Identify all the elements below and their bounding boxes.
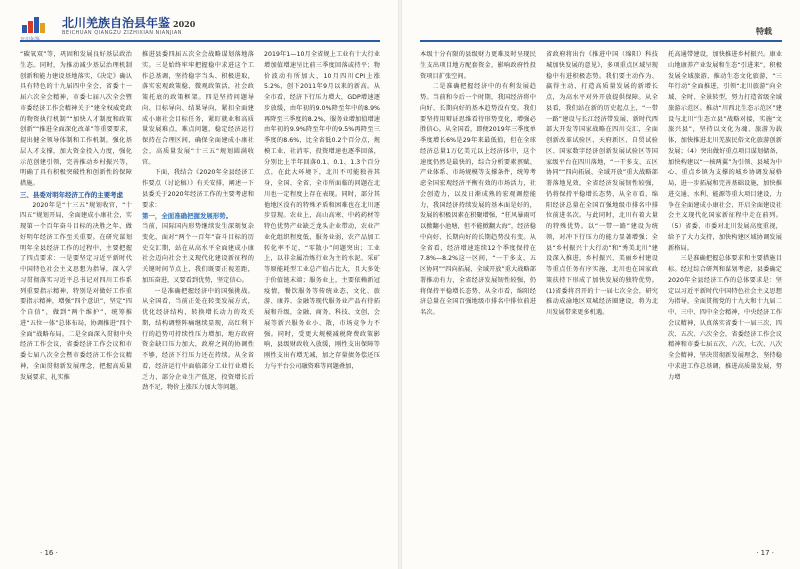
journal-year: 2020 xyxy=(173,19,196,29)
journal-title-text: 北川羌族自治县年鉴 xyxy=(62,16,171,30)
left-column-3 xyxy=(264,50,380,526)
left-page xyxy=(0,0,398,569)
right-column-2 xyxy=(546,50,658,526)
body-paragraph: 下面，我结合《2020年全县经济工作要点（讨论稿）》有关安排，阐述一下县委关于2020年经济工作的主要考虑和要求： xyxy=(142,169,254,209)
body-paragraph: 省政府将出台《推进中国（绵阳）科技城加快发展的意见》，多项重点区域呈现稳中有进积极态势。我们要主动作为、赢得主动，打造高质量发展的新增长点，为高水平对外开放提供保障。从全县看，我们站在新的历史起点上，“一带一路”建设与长江经济带发展、新时代西部大开发等国家战略在四川交汇，全面创新改革试验区、天府新区、自贸试验区、国家数字经济创新发展试验区等国家级平台在四川落地，“一干多支、五区协同”“四向拓展、全域开放”重大战略部署落地见效，全省经济发展韧性较强，仍将保持平稳增长态势，从全市看，绵阳经济总量在全国百强地级市排名中排位前进名次。与此同时，北川有着大量的特殊优势。以“一带一路”建设为统领，对冲下行压力的能力显著增强；全县“乡村振兴十大行动”和“秀美北川”建设深入推进，乡村振兴、美丽乡村建设等重点任务有序实施，北川也在国家政策扶持下形成了加快发展的独特优势。(1)省委将召开的十一届七次全会，研究推动成渝地区双城经济圈建设，将为北川发展带来更多机遇。 xyxy=(546,51,658,316)
header-rule xyxy=(20,40,380,42)
body-paragraph: 三是准确把握总体要求和主要措施目标。经过综合研判和谋划考虑，县委确定2020年全县经济工作的总体要求是：坚定以习近平新时代中国特色社会主义思想为指导，全面贯彻党的十九大和十九届二中、三中、四中全会精神，中央经济工作会议精神，认真落实省委十一届三次、四次、五次、六次全会，省委经济工作会议精神和市委七届五次、六次、七次、八次全会精神，坚决贯彻新发展理念，坚持稳中求进工作总基调，推进高质量发展，努力增 xyxy=(668,255,782,381)
body-paragraph: 一是准确把握经济中的国强挑战。从全国看，当前正处在转变发展方式，优化经济结构，转换增长动力的攻关期，结构调整阵痛继续显现，高红利下行的趋势可持续性压力增加，地方政府资金缺口压力加大，政府之间的协调性不够，经济下行压力还在持续。从全省看，经济运行中面临部分工业行业增长乏力，部分企业生产低迷，投资增长后劲不足，物价上涨压力加大等问题。 xyxy=(142,287,254,392)
right-page xyxy=(402,0,800,569)
yearbook-logo xyxy=(20,12,54,34)
left-column-2 xyxy=(142,50,254,526)
body-paragraph: 托高通带建设，加快推进乡村振兴。康业山地康养产业发展和生态“引进来”，积极发展全域旅游，推动生态文化旅游，“三年行动”全面推进，引领“北川旅游”向全域、全时、全景转型，努力打造省级全域旅游示范区。推动“川西北生态示范区”建设与北川“生态立县”战略对接，实施“文旅兴县”，坚持以文化为魂、旅游为载体，加快推进北川羌族民俗文化旅游创新发展；（4）突出做好重点项目谋划储备，加快构建以“一核两翼”为引领、县城为中心、重点乡镇为支撑的城乡协调发展格局，进一步拓展和完善基础设施，加快推进交通、水利、能源等重大项目建设，力争在全面建成小康社会、开启全面建设社会主义现代化国家新征程中走在前列。（5）省委、市委对北川发展高度重视，给予了大力支持，加快构建区域协调发展新格局。 xyxy=(668,51,782,252)
body-paragraph: 二是准确把握经济中的有利发展趋势。当前和今后一个时期，我国经济将中向好、长期向好的基本趋势没有变。我们要坚持用辩证思维看待形势变化，增强必胜信心。从全国看，即便2019年三季度单季度增长6%是29年来最低值，但在全球经济总量1万亿美元以上经济体中，这个速度仍然是最快的，综合分析要素禀赋、产业体系、市场规模等支撑条件，统筹考虑全国宏观经济平衡有效的市场活力，社会创造力，以及日渐成熟的宏观调控能力，我国经济持续发展的基本面是好的，发展的积极因素在积聚增强，“狂风暴雨可以掀翻小池塘，但不能掀翻大海”，经济稳中向好、长期向好的长期趋势没有变。从全省看，经济增速连续12个季度保持在7.8%—8.2%这一区间，“一干多支、五区协同”“四向拓展、全域开放”重大战略部署推动有力，全省经济发展韧性较强，仍将保持平稳增长态势，从全市看，绵阳经济总量在全国百强地级市排名中排位前进名次。 xyxy=(420,83,536,316)
body-paragraph: 2019年1—10月全省规上工业有十大行业增加值增速呈比前三季度回落或持平；物价波动有所加大，10月四川CPI上涨5.2%，创下2011年9月以来的新高。从全市看，经济下行压力增大，GDP增速逐步放缓，由年初的9.0%降至年中的8.9%再降至三季度的8.2%，服务业增加值增速由年初的9.9%降至年中的9.5%再降至三季度的8.6%，比全省低0.2个百分点，规模工业、社消零、投资增速也逐季回落，分别比上半年回落0.1、0.1、1.3个百分点，在此大环境下，北川不可能独善其身，全国、全省、全市所面临的问题在北川也一定程度上存在表现。同时，部分其他地区没有的特殊矛盾和困难也在北川逐步显现。农业上，高山高寒、中药药材等特色优势产业缺乏龙头企业带动，农业产业化组织程度低，服务业弱，农产品加工转化率不足，“零散小”问题突出；工业上，以非金属冶炼行业为主的水泥、采矿等原能耗型工业总产值占比大，且大多处于价值链末端；服务业上，主要依赖新冠疫情，餐饮服务等传统业态，文化、旅游、康养、金融等现代服务业产品有待拓展和升级，金融、商务、科技、文创，会展等新兴服务业小、散，市场竞争力不强。同时，受更大规模减税降费政策影响，县级财政收入放缓，刚性支出保障等刚性支出有增无减，加之存量债务偿还压力与平台公司融资难等问题叠加， xyxy=(264,51,380,370)
right-column-3 xyxy=(668,50,782,526)
section-heading: 三、县委对明年经济工作的主要考虑 xyxy=(20,190,124,199)
right-column-1 xyxy=(420,50,536,526)
section-tag: 特载 xyxy=(756,27,772,36)
subsection-heading: 第一，全面准确把握发展形势。 xyxy=(142,212,233,221)
body-paragraph: 推进县委四届五次全会战略谋划落地落实。三是始终牢牢把握稳中求进这个工作总基调，坚持稳字当头、积极进取，落实宏观政策稳、微观政策活，社会政策托底的政策框架。四是坚持问题导向、目标导向、结果导向，紧扣全面建成小康社会目标任务，紧盯就业和高质量发展难点，难点问题，稳定经济运行保持在合理区间，确保全面建成小康社会，高质量发展“十三五”规划圆满收官。 xyxy=(142,51,254,166)
journal-pinyin: BEICHUAN QIANGZU ZIZHIXIAN NIANJIAN xyxy=(62,30,183,36)
body-paragraph: 本级十分有限的县级财力更难及时呈现民生支出项目地方配套资金，影响政府性投资项目扩张空间。 xyxy=(420,51,536,80)
body-paragraph: 2020年是“十三五”规划收官，“十四五”规划开局，全面建成小康社会，实现第一个百年奋斗目标的决胜之年，做好明年经济工作至关重要。在研究谋划明年全县经济工作的过程中，主要把握了四点要求：一是要坚定习近平新时代中国特色社会主义思想为指导，深入学习贯彻落实习近平总书记对四川工作系列重要指示精神，特别是对做好工作重要指示精神，增强“四个意识”，坚定“四个自信”，做到“两个维护”，统筹推进“五位一体”总体布局，协调推进“四个全面”战略布局。二是全面深入贯彻中央经济工作会议，省委经济工作会议和市委七届八次全会暨市委经济工作会议精神，全面贯彻新发展理念，把握高质量发展要求，扎实推 xyxy=(20,201,132,381)
page-number-left: · 16 · xyxy=(40,549,58,557)
page-number-right: · 17 · xyxy=(756,549,774,557)
body-paragraph: “碳氧双”等，巩固和发展良好基层政治生态。同时，为推动减少基层治理机制创新和能力建设基地落实，《决定》确认具有特色的十九届四中全会，省委十一届六次全会精神，市委七届八次全会暨市委经济工作会精神关于“建全权威党政的物资执行机制”“加快人才制度和政策创新”“推进全面深化改革”等重要要求，提出健全领导体制和工作机制，强化基层人才支撑，加大资金投入力度，强化示范创建引领，完善推动乡村振兴等，明确了具有积极突破性和创新性的保障措施。 xyxy=(20,51,132,187)
header-rule xyxy=(420,40,782,42)
left-column-1 xyxy=(20,50,132,526)
journal-title xyxy=(62,14,195,31)
body-paragraph: 当前，国际国内形势继续发生深刻复杂变化，面对“两个一百年”奋斗目标的历史交汇期，站在从高水平全面建成小康社会迈向社会主义现代化建设新征程的关键时间节点上，我们既要正视差距，加压奋进，又要看到优势，坚定信心。 xyxy=(142,223,254,284)
